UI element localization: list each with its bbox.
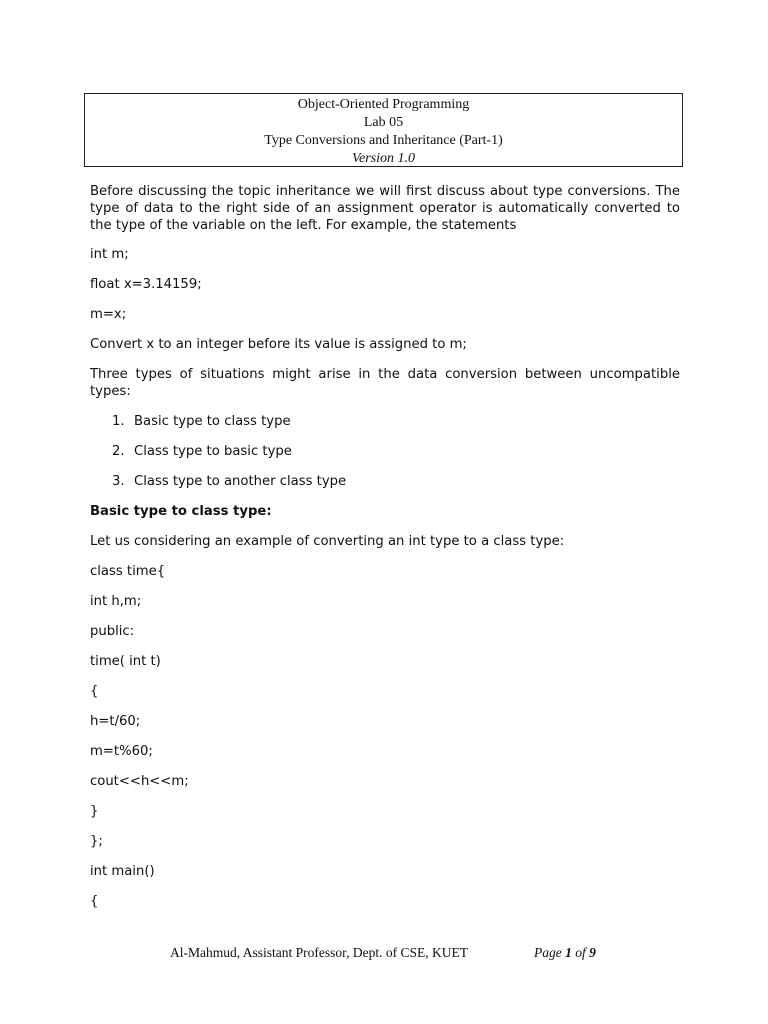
list-text: Basic type to class type: [134, 414, 291, 429]
list-text: Class type to another class type: [134, 474, 347, 489]
situations-list: [90, 413, 680, 490]
example-line: float x=3.14159;: [90, 277, 202, 292]
code-line: m=t%60;: [90, 744, 153, 759]
list-number: 3.: [112, 474, 125, 489]
page-of: of: [575, 945, 586, 960]
section-heading: Basic type to class type:: [90, 504, 272, 519]
code-line: int h,m;: [90, 594, 142, 609]
course-title: Object-Oriented Programming: [297, 97, 470, 112]
situations-intro: Three types of situations might arise in the data conversion between uncompatible types:: [90, 367, 680, 399]
code-line: public:: [90, 624, 135, 639]
intro-paragraph: Before discussing the topic inheritance we will first discuss about type conversions. The type of data to the right side of an assignment operator is automatically converted to the type of the variable on the left. For example, the statements: [90, 184, 680, 233]
page-label: Page: [534, 945, 562, 960]
code-line: time( int t): [90, 654, 161, 669]
page-current: 1: [565, 945, 572, 960]
code-line: int main(): [90, 864, 155, 879]
code-line: {: [90, 684, 99, 699]
code-line: cout<<h<<m;: [90, 774, 189, 789]
page-number: [534, 945, 596, 961]
list-text: Class type to basic type: [134, 444, 292, 459]
list-number: 1.: [112, 414, 125, 429]
list-item: [90, 413, 680, 430]
code-line: };: [90, 834, 103, 849]
list-item: [90, 473, 680, 490]
code-line: h=t/60;: [90, 714, 141, 729]
footer-author: Al-Mahmud, Assistant Professor, Dept. of CSE, KUET: [170, 945, 468, 960]
lab-topic: Type Conversions and Inheritance (Part-1): [264, 133, 503, 148]
example-line: int m;: [90, 247, 129, 262]
list-number: 2.: [112, 444, 125, 459]
code-line: class time{: [90, 564, 166, 579]
list-item: [90, 443, 680, 460]
version-label: Version 1.0: [352, 151, 415, 166]
convert-note: Convert x to an integer before its value is assigned to m;: [90, 337, 467, 352]
lab-number: Lab 05: [363, 115, 404, 130]
main-content: [90, 183, 680, 923]
code-line: }: [90, 804, 99, 819]
title-box: [84, 93, 683, 167]
example-line: m=x;: [90, 307, 127, 322]
code-line: {: [90, 894, 99, 909]
page-total: 9: [589, 945, 596, 960]
section-intro: Let us considering an example of converting an int type to a class type:: [90, 534, 565, 549]
